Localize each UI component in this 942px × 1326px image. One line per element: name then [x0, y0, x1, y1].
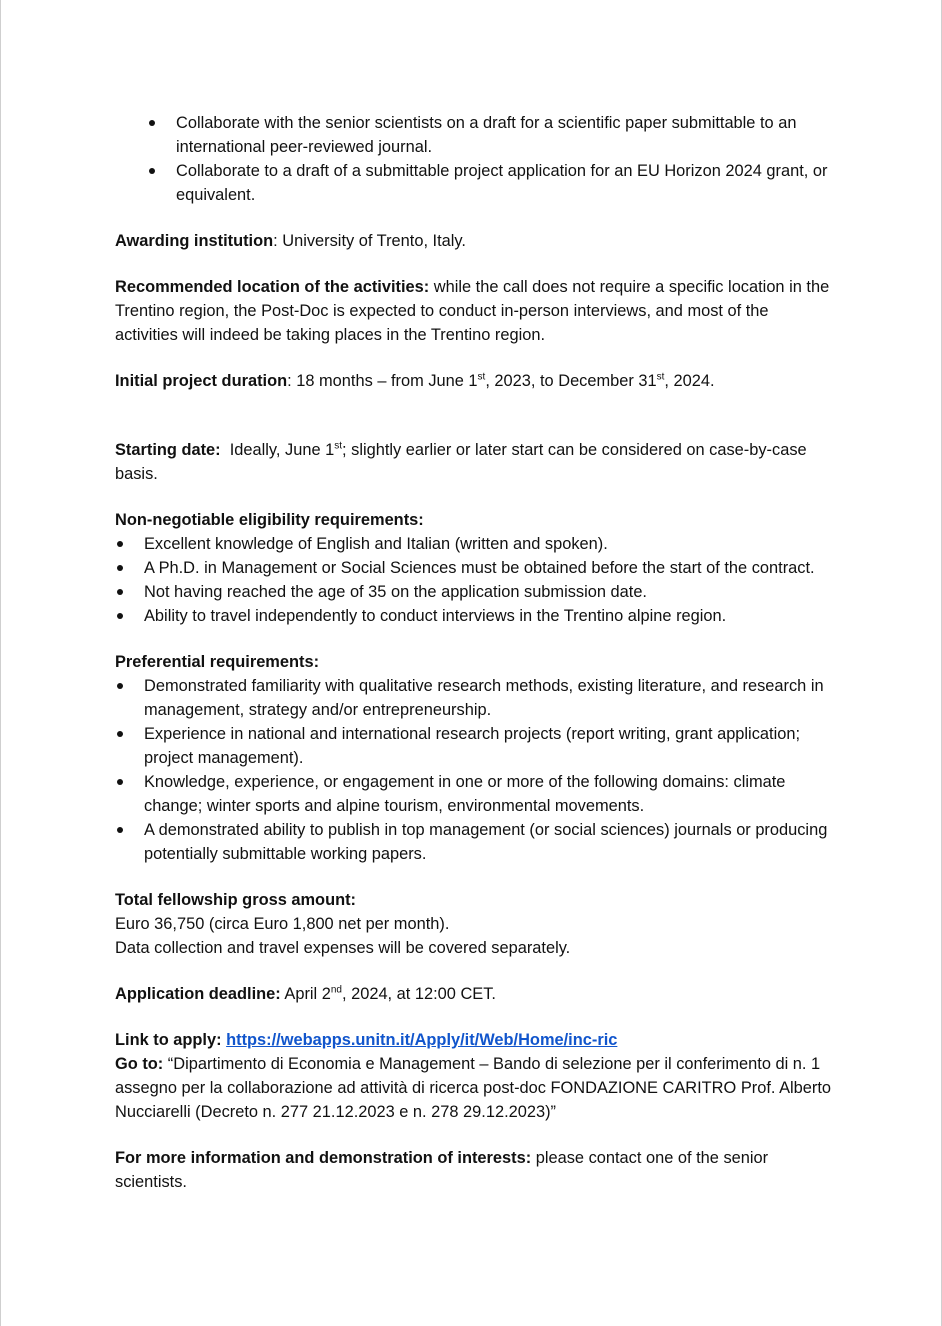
list-item: Experience in national and international research projects (report writing, grant application; project management). [115, 722, 835, 770]
starting-date: Starting date: Ideally, June 1st; slightly earlier or later start can be considered on case-by-case basis. [115, 440, 807, 483]
bullet-icon [117, 827, 123, 833]
eligibility-heading: Non-negotiable eligibility requirements: [115, 511, 424, 529]
list-item: Collaborate with the senior scientists on a draft for a scientific paper submittable to an international peer-reviewed journal. [115, 111, 835, 159]
list-item: A demonstrated ability to publish in top management (or social sciences) journals or producing potentially submittable working papers. [115, 818, 835, 866]
bullet-icon [117, 541, 123, 547]
bullet-icon [117, 589, 123, 595]
list-item: Not having reached the age of 35 on the application submission date. [115, 580, 835, 604]
more-information: For more information and demonstration of interests: please contact one of the senior scientists. [115, 1149, 769, 1191]
application-deadline: Application deadline: April 2nd, 2024, at 12:00 CET. [115, 984, 496, 1003]
apply-link-line: Link to apply: https://webapps.unitn.it/Apply/it/Web/Home/inc-ric [115, 1031, 618, 1049]
preferential-heading: Preferential requirements: [115, 653, 320, 671]
preferential-list [115, 674, 835, 866]
fellowship-expenses: Data collection and travel expenses will be covered separately. [115, 939, 571, 957]
list-item: Collaborate to a draft of a submittable project application for an EU Horizon 2024 grant, or equivalent. [115, 159, 835, 207]
eligibility-list [115, 532, 835, 628]
list-item: A Ph.D. in Management or Social Sciences must be obtained before the start of the contract. [115, 556, 835, 580]
bullet-icon [117, 565, 123, 571]
fellowship-heading: Total fellowship gross amount: [115, 891, 357, 909]
recommended-location: Recommended location of the activities: while the call does not require a specific location in the Trentino region, the Post-Doc is expected to conduct in-person interviews, and most of the activities will indeed be taking places in the Trentino region. [115, 278, 830, 344]
list-item: Excellent knowledge of English and Italian (written and spoken). [115, 532, 835, 556]
bullet-icon [117, 731, 123, 737]
list-item: Knowledge, experience, or engagement in one or more of the following domains: climate change; winter sports and alpine tourism, environmental movements. [115, 770, 835, 818]
bullet-icon [149, 168, 155, 174]
bullet-icon [117, 779, 123, 785]
top-bullet-list [115, 111, 835, 207]
list-item: Ability to travel independently to conduct interviews in the Trentino alpine region. [115, 604, 835, 628]
bullet-icon [149, 120, 155, 126]
list-item: Demonstrated familiarity with qualitative research methods, existing literature, and research in management, strategy and/or entrepreneurship. [115, 674, 835, 722]
awarding-institution: Awarding institution: University of Trento, Italy. [115, 232, 466, 250]
apply-link[interactable]: https://webapps.unitn.it/Apply/it/Web/Home/inc-ric [226, 1031, 618, 1049]
goto-instructions: Go to: “Dipartimento di Economia e Management – Bando di selezione per il conferimento di n. 1 assegno per la collaborazione ad attività di ricerca post-doc FONDAZIONE CARITRO Prof. Alberto Nucciarelli (Decreto n. 277 21.12.2023 e n. 278 29.12.2023)” [115, 1055, 832, 1121]
bullet-icon [117, 683, 123, 689]
bullet-icon [117, 613, 123, 619]
document-body [115, 111, 835, 1194]
project-duration: Initial project duration: 18 months – from June 1st, 2023, to December 31st, 2024. [115, 371, 715, 390]
fellowship-amount: Euro 36,750 (circa Euro 1,800 net per month). [115, 915, 450, 933]
